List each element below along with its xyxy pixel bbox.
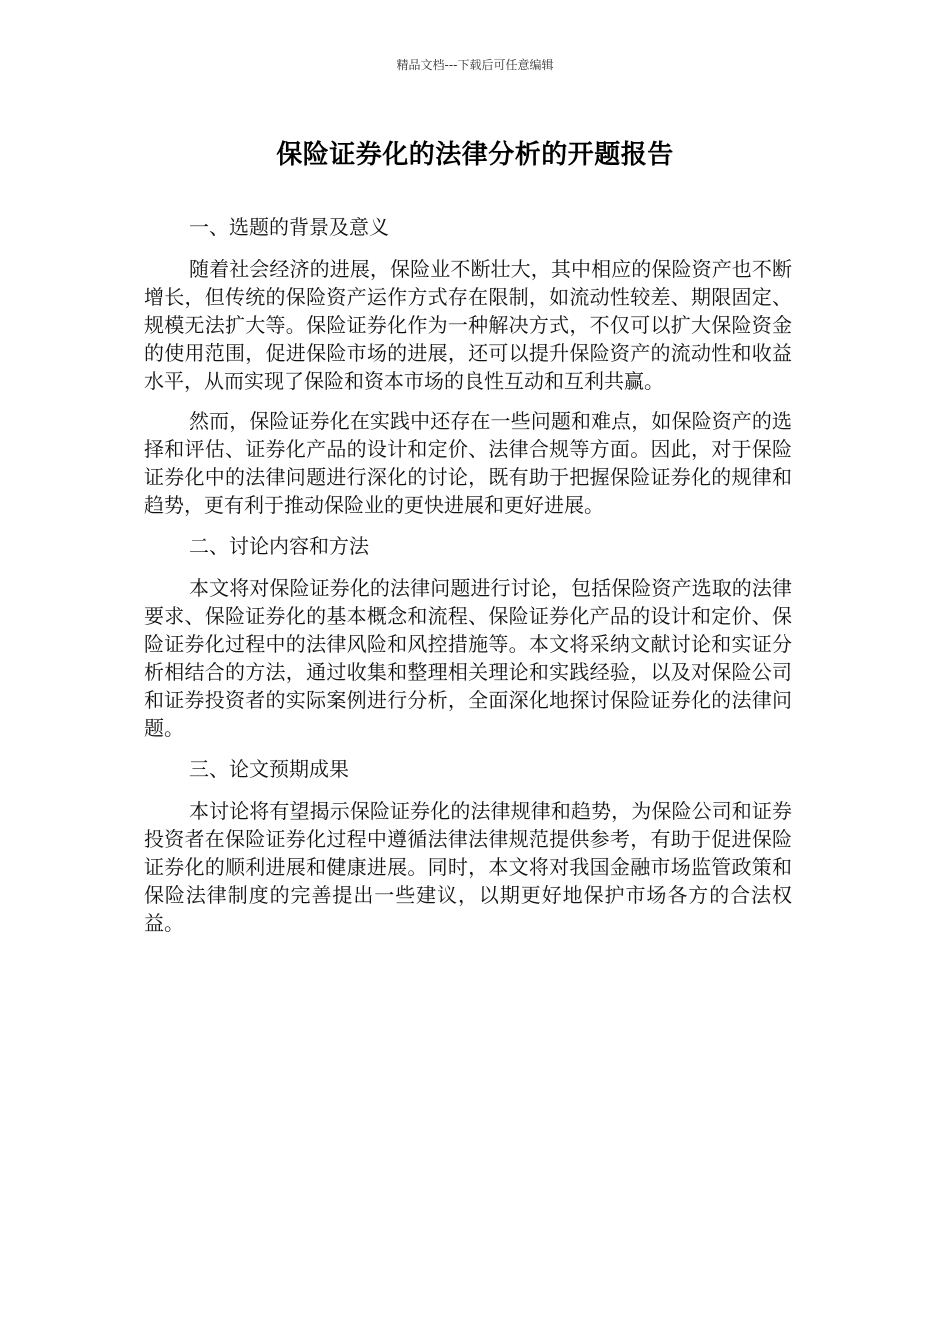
section-heading-background: 一、选题的背景及意义 [189,215,389,239]
document-body [144,212,792,937]
paragraph-background-2: 然而，保险证券化在实践中还存在一些问题和难点，如保险资产的选择和评估、证券化产品的设计和定价、法律合规等方面。因此，对于保险证券化中的法律问题进行深化的讨论，既有助于把握保险证券化的规律和趋势，更有利于推动保险业的更快进展和更好进展。 [144,409,792,517]
section-heading-content-method: 二、讨论内容和方法 [189,534,369,558]
paragraph-content-method: 本文将对保险证券化的法律问题进行讨论，包括保险资产选取的法律要求、保险证券化的基本概念和流程、保险证券化产品的设计和定价、保险证券化过程中的法律风险和风控措施等。本文将采纳文献讨论和实证分析相结合的方法，通过收集和整理相关理论和实践经验，以及对保险公司和证券投资者的实际案例进行分析，全面深化地探讨保险证券化的法律问题。 [144,576,792,740]
document-title: 保险证券化的法律分析的开题报告 [276,140,674,170]
header-note: 精品文档---下载后可任意编辑 [396,58,554,72]
paragraph-expected-results: 本讨论将有望揭示保险证券化的法律规律和趋势，为保险公司和证券投资者在保险证券化过程中遵循法律法律规范提供参考，有助于促进保险证券化的顺利进展和健康进展。同时，本文将对我国金融市场监管政策和保险法律制度的完善提出一些建议，以期更好地保护市场各方的合法权益。 [144,799,792,935]
paragraph-background-1: 随着社会经济的进展，保险业不断壮大，其中相应的保险资产也不断增长，但传统的保险资产运作方式存在限制，如流动性较差、期限固定、规模无法扩大等。保险证券化作为一种解决方式，不仅可以扩大保险资金的使用范围，促进保险市场的进展，还可以提升保险资产的流动性和收益水平，从而实现了保险和资本市场的良性互动和互利共赢。 [144,257,792,393]
section-heading-expected-results: 三、论文预期成果 [189,757,349,781]
